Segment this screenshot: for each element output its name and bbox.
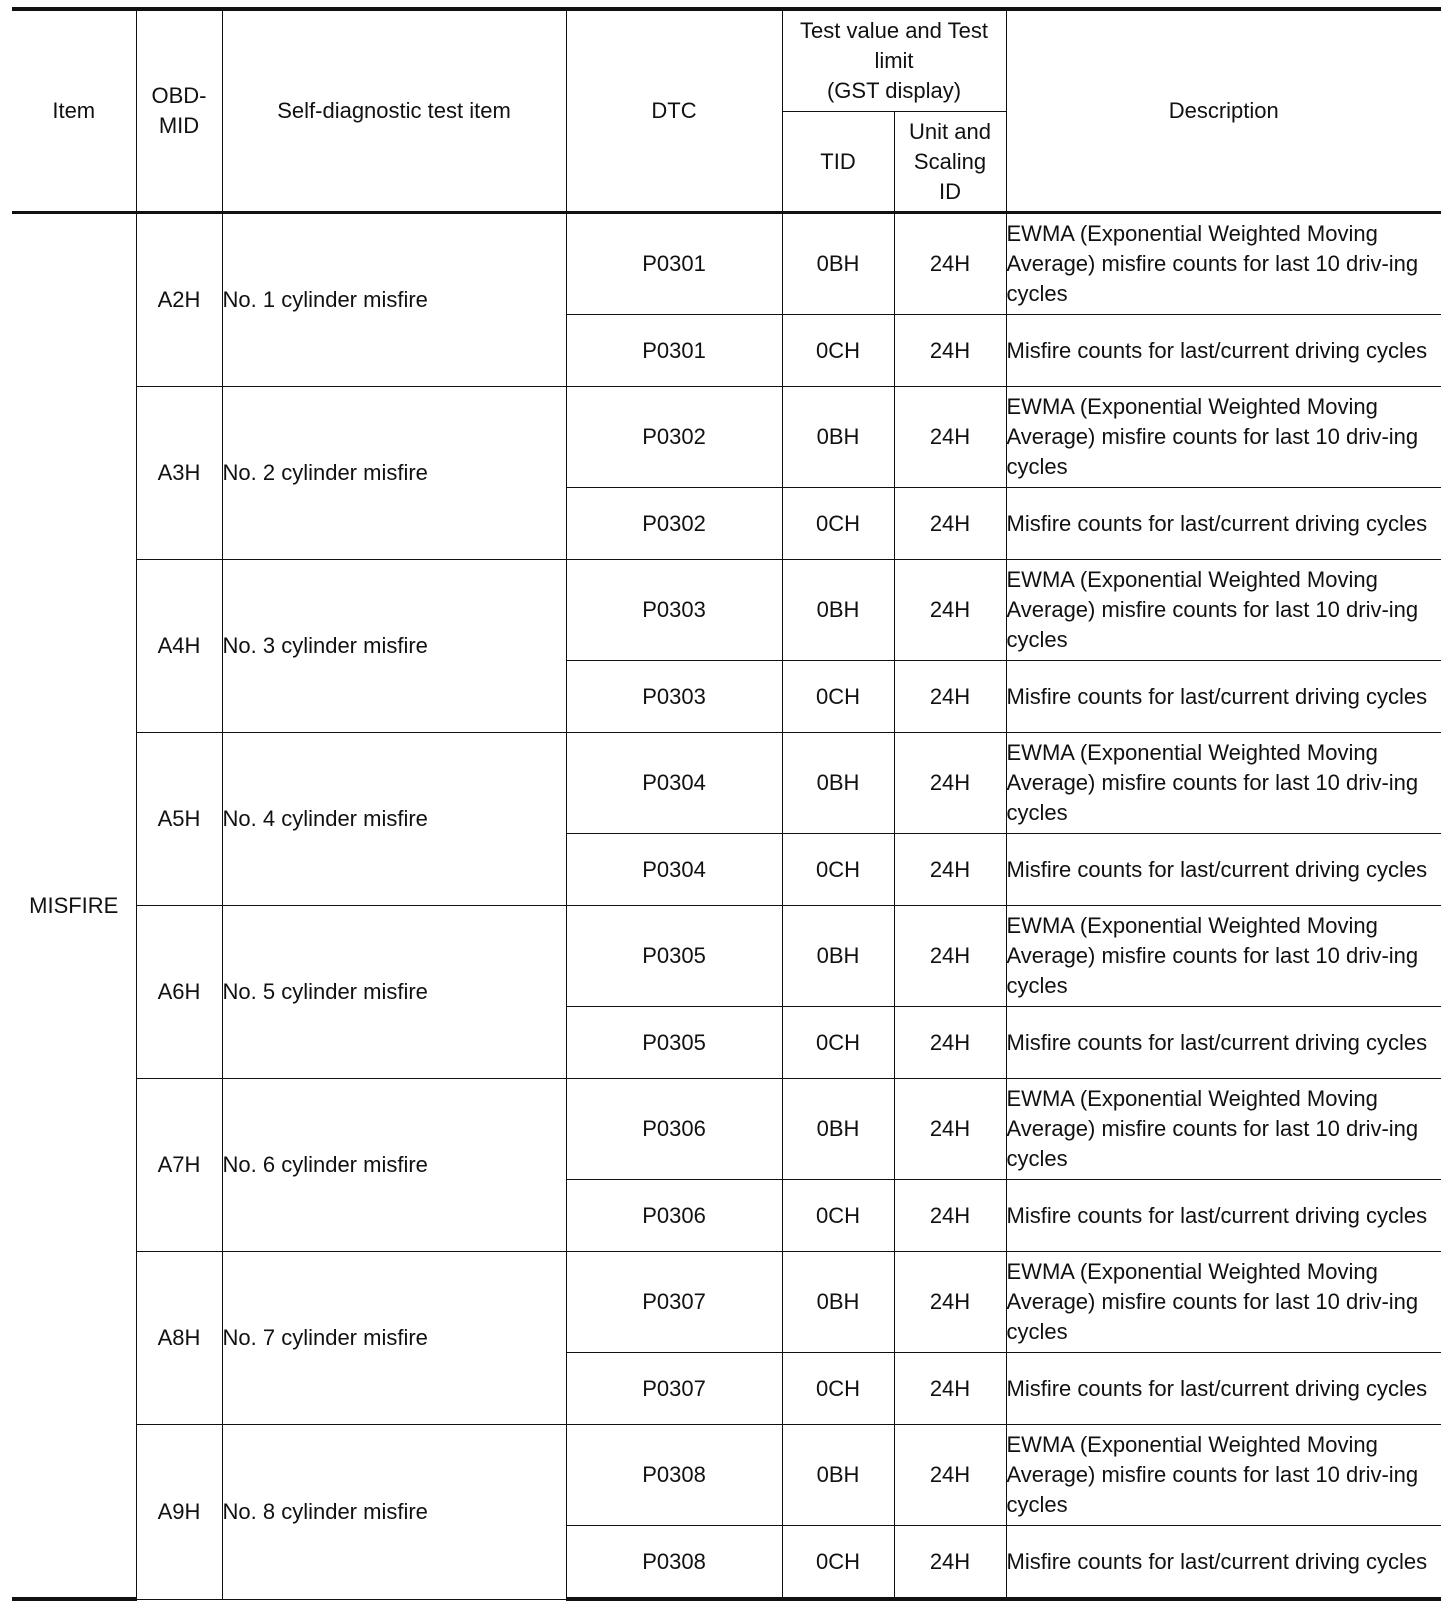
- table-row: [12, 560, 1441, 661]
- table-body: [12, 213, 1441, 1600]
- unit-scaling-cell: 24H: [894, 387, 1006, 488]
- header-obd-mid-label: OBD- MID: [151, 83, 207, 138]
- table-header: [12, 9, 1441, 213]
- obd-mid-cell: A6H: [136, 906, 222, 1079]
- unit-scaling-cell: 24H: [894, 213, 1006, 315]
- header-test-value-group-label: Test value and Test limit (GST display): [800, 18, 988, 103]
- description-cell: Misfire counts for last/current driving cycles: [1006, 1180, 1441, 1252]
- description-cell: EWMA (Exponential Weighted Moving Average) misfire counts for last 10 driv-ing cycles: [1006, 387, 1441, 488]
- dtc-cell: P0305: [566, 906, 782, 1007]
- dtc-cell: P0304: [566, 834, 782, 906]
- description-cell: EWMA (Exponential Weighted Moving Average) misfire counts for last 10 driv-ing cycles: [1006, 1425, 1441, 1526]
- tid-cell: 0CH: [782, 1180, 894, 1252]
- table-row: [12, 213, 1441, 315]
- obd-mid-cell: A2H: [136, 213, 222, 387]
- header-obd-mid: [136, 9, 222, 213]
- test-item-cell: No. 5 cylinder misfire: [222, 906, 566, 1079]
- dtc-cell: P0307: [566, 1353, 782, 1425]
- tid-cell: 0BH: [782, 1425, 894, 1526]
- dtc-cell: P0308: [566, 1425, 782, 1526]
- unit-scaling-cell: 24H: [894, 1007, 1006, 1079]
- unit-scaling-cell: 24H: [894, 1180, 1006, 1252]
- tid-cell: 0BH: [782, 1079, 894, 1180]
- description-cell: EWMA (Exponential Weighted Moving Average) misfire counts for last 10 driv-ing cycles: [1006, 1252, 1441, 1353]
- table-row: [12, 387, 1441, 488]
- dtc-cell: P0306: [566, 1180, 782, 1252]
- item-cell: MISFIRE: [12, 213, 136, 1600]
- unit-scaling-cell: 24H: [894, 1526, 1006, 1600]
- unit-scaling-cell: 24H: [894, 1425, 1006, 1526]
- table-row: [12, 1425, 1441, 1526]
- dtc-cell: P0303: [566, 560, 782, 661]
- header-tid: TID: [782, 112, 894, 213]
- unit-scaling-cell: 24H: [894, 1079, 1006, 1180]
- header-row: [12, 9, 1441, 112]
- tid-cell: 0CH: [782, 834, 894, 906]
- obd-mid-cell: A3H: [136, 387, 222, 560]
- unit-scaling-cell: 24H: [894, 1353, 1006, 1425]
- tid-cell: 0BH: [782, 733, 894, 834]
- description-cell: EWMA (Exponential Weighted Moving Average) misfire counts for last 10 driv-ing cycles: [1006, 560, 1441, 661]
- dtc-cell: P0305: [566, 1007, 782, 1079]
- dtc-cell: P0302: [566, 387, 782, 488]
- unit-scaling-cell: 24H: [894, 1252, 1006, 1353]
- header-item: Item: [12, 9, 136, 213]
- obd-mid-cell: A8H: [136, 1252, 222, 1425]
- dtc-cell: P0303: [566, 661, 782, 733]
- tid-cell: 0BH: [782, 906, 894, 1007]
- tid-cell: 0BH: [782, 213, 894, 315]
- unit-scaling-cell: 24H: [894, 834, 1006, 906]
- tid-cell: 0BH: [782, 387, 894, 488]
- description-cell: Misfire counts for last/current driving cycles: [1006, 488, 1441, 560]
- dtc-cell: P0306: [566, 1079, 782, 1180]
- table-row: [12, 1079, 1441, 1180]
- unit-scaling-cell: 24H: [894, 661, 1006, 733]
- obd-mid-cell: A5H: [136, 733, 222, 906]
- table-row: [12, 906, 1441, 1007]
- tid-cell: 0CH: [782, 1526, 894, 1600]
- misfire-test-table: [12, 7, 1441, 1601]
- tid-cell: 0CH: [782, 661, 894, 733]
- description-cell: Misfire counts for last/current driving cycles: [1006, 834, 1441, 906]
- table-row: [12, 1252, 1441, 1353]
- description-cell: Misfire counts for last/current driving cycles: [1006, 1353, 1441, 1425]
- dtc-cell: P0307: [566, 1252, 782, 1353]
- dtc-cell: P0301: [566, 315, 782, 387]
- tid-cell: 0BH: [782, 1252, 894, 1353]
- dtc-cell: P0304: [566, 733, 782, 834]
- description-cell: Misfire counts for last/current driving cycles: [1006, 1526, 1441, 1600]
- unit-scaling-cell: 24H: [894, 560, 1006, 661]
- dtc-cell: P0301: [566, 213, 782, 315]
- tid-cell: 0CH: [782, 315, 894, 387]
- unit-scaling-cell: 24H: [894, 315, 1006, 387]
- dtc-cell: P0302: [566, 488, 782, 560]
- header-description: Description: [1006, 9, 1441, 213]
- header-unit-scaling-id: Unit and Scaling ID: [894, 112, 1006, 213]
- dtc-cell: P0308: [566, 1526, 782, 1600]
- header-test-value-group: [782, 9, 1006, 112]
- obd-mid-cell: A4H: [136, 560, 222, 733]
- unit-scaling-cell: 24H: [894, 733, 1006, 834]
- table-row: [12, 733, 1441, 834]
- description-cell: Misfire counts for last/current driving cycles: [1006, 315, 1441, 387]
- tid-cell: 0BH: [782, 560, 894, 661]
- description-cell: EWMA (Exponential Weighted Moving Average) misfire counts for last 10 driv-ing cycles: [1006, 906, 1441, 1007]
- test-item-cell: No. 3 cylinder misfire: [222, 560, 566, 733]
- test-item-cell: No. 2 cylinder misfire: [222, 387, 566, 560]
- unit-scaling-cell: 24H: [894, 906, 1006, 1007]
- test-item-cell: No. 4 cylinder misfire: [222, 733, 566, 906]
- header-self-diagnostic-test-item: Self-diagnostic test item: [222, 9, 566, 213]
- test-item-cell: No. 6 cylinder misfire: [222, 1079, 566, 1252]
- description-cell: Misfire counts for last/current driving cycles: [1006, 661, 1441, 733]
- obd-mid-cell: A7H: [136, 1079, 222, 1252]
- tid-cell: 0CH: [782, 1353, 894, 1425]
- description-cell: EWMA (Exponential Weighted Moving Average) misfire counts for last 10 driv-ing cycles: [1006, 733, 1441, 834]
- test-item-cell: No. 1 cylinder misfire: [222, 213, 566, 387]
- description-cell: Misfire counts for last/current driving cycles: [1006, 1007, 1441, 1079]
- unit-scaling-cell: 24H: [894, 488, 1006, 560]
- tid-cell: 0CH: [782, 1007, 894, 1079]
- description-cell: EWMA (Exponential Weighted Moving Average) misfire counts for last 10 driv-ing cycles: [1006, 213, 1441, 315]
- tid-cell: 0CH: [782, 488, 894, 560]
- test-item-cell: No. 7 cylinder misfire: [222, 1252, 566, 1425]
- obd-mid-cell: A9H: [136, 1425, 222, 1600]
- header-dtc: DTC: [566, 9, 782, 213]
- test-item-cell: No. 8 cylinder misfire: [222, 1425, 566, 1600]
- description-cell: EWMA (Exponential Weighted Moving Average) misfire counts for last 10 driv-ing cycles: [1006, 1079, 1441, 1180]
